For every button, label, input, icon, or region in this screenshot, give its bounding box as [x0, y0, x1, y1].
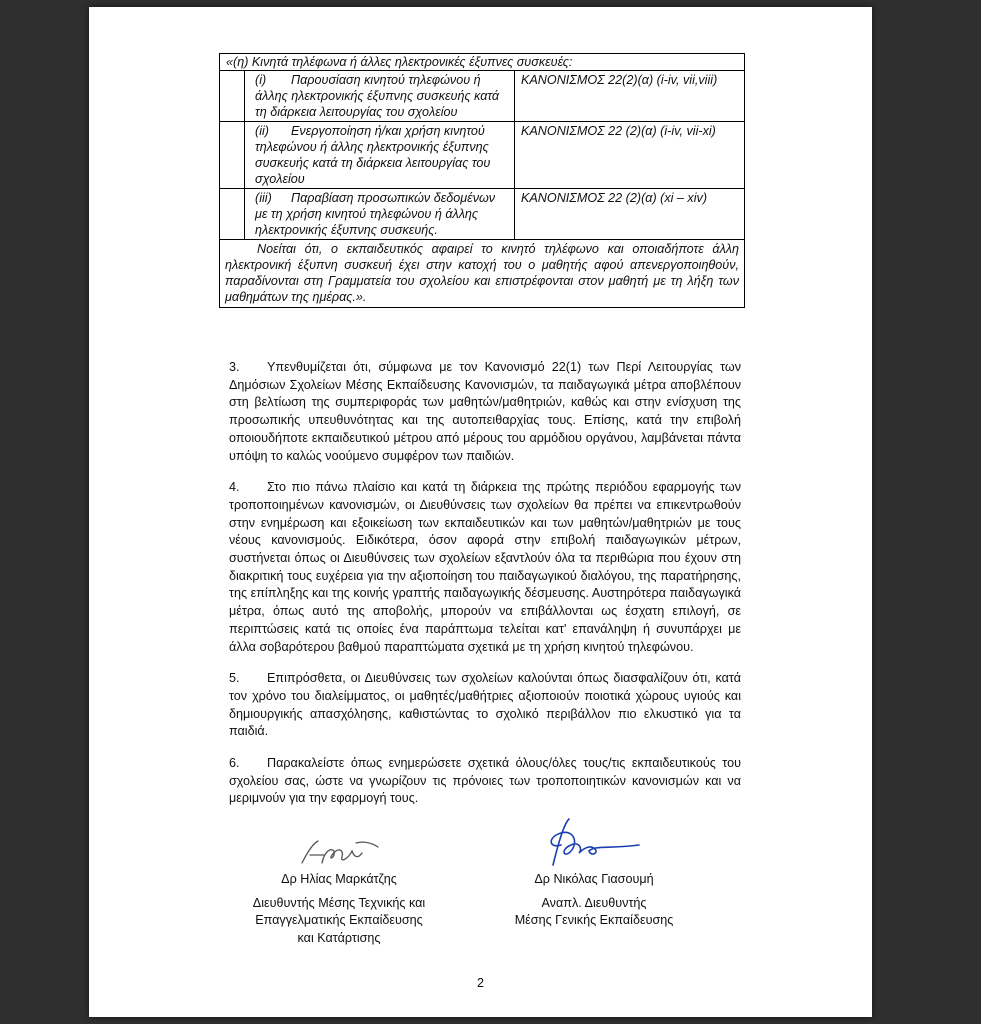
paragraph-number: 6.	[229, 756, 240, 771]
item-text: Ενεργοποίηση ή/και χρήση κινητού τηλεφώνου ή άλλης ηλεκτρονικής έξυπνης συσκευής κατά τη διάρκεια λειτουργίας του σχολείου	[255, 124, 491, 186]
document-page	[89, 7, 872, 1017]
paragraph	[229, 359, 741, 465]
document-body	[229, 359, 741, 822]
signatory-title-line: Διευθυντής Μέσης Τεχνικής και	[252, 895, 426, 910]
table-header: «(η) Κινητά τηλέφωνα ή άλλες ηλεκτρονικές έξυπνες συσκευές:	[226, 55, 573, 69]
paragraph	[229, 479, 741, 656]
signatory-title	[494, 895, 694, 930]
signature-block-right	[494, 815, 694, 930]
table-row	[220, 71, 745, 122]
table-row	[220, 122, 745, 189]
signatory-title-line: Αναπλ. Διευθυντής	[541, 895, 647, 910]
table-indent-cell	[220, 189, 245, 240]
handwritten-signature-right	[539, 815, 649, 871]
item-text: Παρουσίαση κινητού τηλεφώνου ή άλλης ηλεκτρονικής έξυπνης συσκευής κατά τη διάρκεια λειτουργίας του σχολείου	[255, 73, 500, 119]
signatory-title	[239, 895, 439, 948]
paragraph-text: Στο πιο πάνω πλαίσιο και κατά τη διάρκεια της πρώτης περιόδου εφαρμογής των τροποποιημένων κανονισμών, οι Διευθύνσεις των σχολείων θα πρέπει να επικεντρωθούν στην ενημέρωση και εξοικείωση των εκπαιδευτικών και των μαθητών/μαθητριών με τους νέους κανονισμούς. Ειδικότερα, όσον αφορά στην επιβολή παιδαγωγικών μέτρων, συστήνεται όπως οι Διευθύνσεις των σχολείων εξαντλούν όλα τα περιθώρια που έχουν στη διακριτική τους ευχέρεια για την αξιοποίηση του παιδαγωγικού διαλόγου, της παρατήρησης, της επίπληξης και της κοινής γραπτής παιδαγωγικής δέσμευσης. Αυστηρότερα παιδαγωγικά μέτρα, όπως αυτό της αποβολής, μπορούν να επιβάλλονται ως έσχατη επιλογή, σε περιπτώσεις κατά τις οποίες ένα παράπτωμα τελείται κατ' επανάληψη ή συνυπάρχει με άλλα σοβαρότερου βαθμού παραπτώματα σχετικά με τη χρήση κινητού τηλεφώνου.	[229, 480, 741, 654]
table-ref-cell	[515, 71, 745, 122]
table-item-cell	[245, 189, 515, 240]
table-indent-cell	[220, 71, 245, 122]
page-number: 2	[476, 976, 484, 990]
handwritten-signature-left	[294, 829, 384, 871]
regulation-ref: ΚΑΝΟΝΙΣΜΟΣ 22(2)(α) (i-iv, vii,viii)	[521, 73, 718, 87]
signatory-title-line: και Κατάρτισης	[297, 930, 381, 945]
regulation-ref: ΚΑΝΟΝΙΣΜΟΣ 22 (2)(α) (xi – xiv)	[521, 191, 708, 205]
signatory-name: Δρ Νικόλας Γιασουμή	[534, 872, 654, 886]
paragraph-text: Επιπρόσθετα, οι Διευθύνσεις των σχολείων καλούνται όπως διασφαλίζουν ότι, κατά τον χρόνο του διαλείμματος, οι μαθητές/μαθήτριες αξιοποιούν ποιοτικά χώρους υγιούς και δημιουργικής απασχόλησης, καθιστώντας το σχολικό περιβάλλον πιο ελκυστικό για τα παιδιά.	[229, 671, 741, 739]
paragraph-number: 4.	[229, 480, 240, 495]
signatory-name: Δρ Ηλίας Μαρκάτζης	[281, 872, 397, 886]
signature-block-left	[239, 829, 439, 947]
signatory-title-line: Επαγγελματικής Εκπαίδευσης	[255, 913, 423, 927]
table-header-cell	[220, 54, 745, 71]
paragraph-text: Υπενθυμίζεται ότι, σύμφωνα με τον Κανονισμό 22(1) των Περί Λειτουργίας των Δημόσιων Σχολείων Μέσης Εκπαίδευσης Κανονισμών, τα παιδαγωγικά μέτρα αποβλέπουν στη βελτίωση της συμπεριφοράς των μαθητών/μαθητριών, καθώς και στην ενίσχυση της προσωπικής υπευθυνότητας και της αυτοπειθαρχίας τους. Επίσης, κατά την επιβολή οποιουδήποτε εκπαιδευτικού μέτρου από μέρους του αρμόδιου οργάνου, λαμβάνεται πάντα υπόψη το καλώς νοούμενο συμφέρον των παιδιών.	[229, 360, 741, 463]
table-indent-cell	[220, 122, 245, 189]
table-ref-cell	[515, 189, 745, 240]
table-item-cell	[245, 122, 515, 189]
item-number: (iii)	[255, 191, 272, 205]
table-ref-cell	[515, 122, 745, 189]
item-text: Παραβίαση προσωπικών δεδομένων με τη χρήση κινητού τηλεφώνου ή άλλης ηλεκτρονικής έξυπνης συσκευής.	[255, 191, 496, 237]
paragraph	[229, 670, 741, 741]
table-note: Νοείται ότι, ο εκπαιδευτικός αφαιρεί το κινητό τηλέφωνο και οποιαδήποτε άλλη ηλεκτρονική έξυπνη συσκευή έχει στην κατοχή του ο μαθητής αφού απενεργοποιηθούν, παραδίνονται στη Γραμματεία του σχολείου και επιστρέφονται στον μαθητή με τη λήξη των μαθημάτων της ημέρας.».	[220, 240, 745, 308]
item-number: (ii)	[255, 124, 269, 138]
table-item-cell	[245, 71, 515, 122]
signatory-title-line: Μέσης Γενικής Εκπαίδευσης	[514, 913, 674, 927]
paragraph-text: Παρακαλείστε όπως ενημερώσετε σχετικά όλους/όλες τους/τις εκπαιδευτικούς του σχολείου σας, ώστε να γνωρίζουν τις πρόνοιες των τροποποιητικών κανονισμών και να μεριμνούν για την εφαρμογή τους.	[229, 756, 741, 806]
paragraph-number: 3.	[229, 360, 240, 374]
paragraph-number: 5.	[229, 671, 240, 686]
item-number: (i)	[255, 73, 267, 87]
measures-table	[219, 53, 745, 308]
table-row	[220, 189, 745, 240]
paragraph	[229, 755, 741, 808]
regulation-ref: ΚΑΝΟΝΙΣΜΟΣ 22 (2)(α) (i-iv, vii-xi)	[521, 124, 716, 138]
